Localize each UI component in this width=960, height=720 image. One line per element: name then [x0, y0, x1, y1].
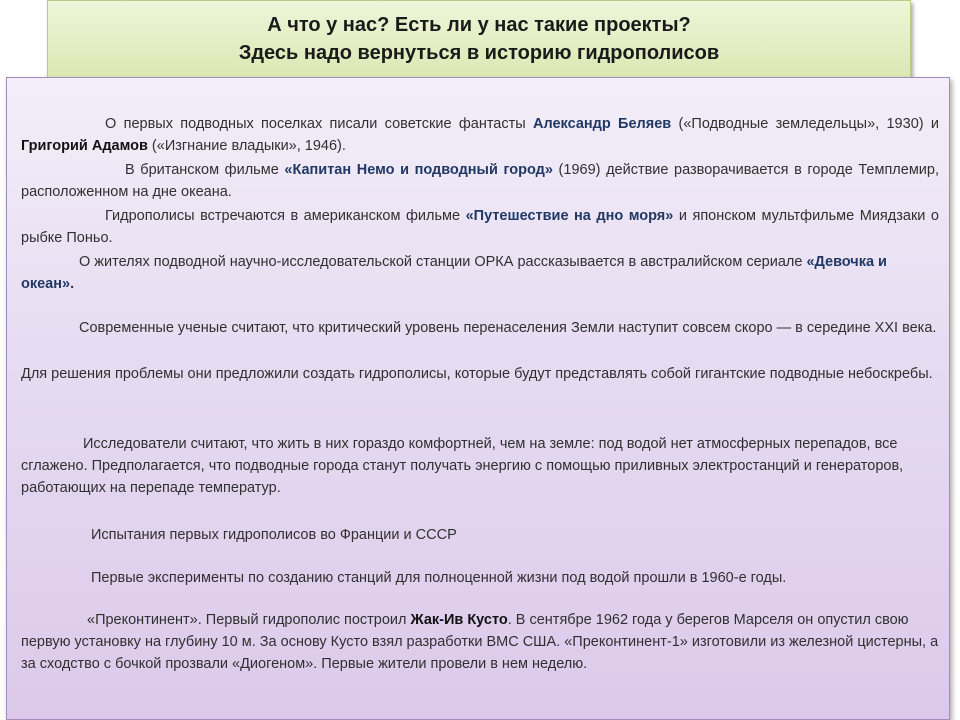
- title-line-2: Здесь надо вернуться в историю гидрополисов: [238, 42, 720, 64]
- text: Испытания первых гидрополисов во Франции и СССР: [91, 527, 457, 543]
- author-belyaev: Александр Беляев: [533, 116, 672, 132]
- text: («Подводные земледельцы», 1930) и: [671, 116, 939, 132]
- text: «Преконтинент». Первый гидрополис построил: [87, 612, 411, 628]
- text: Гидрополисы встречаются в американском фильме: [105, 208, 466, 224]
- paragraph-voyage: [21, 205, 939, 249]
- person-cousteau: Жак-Ив Кусто: [410, 612, 508, 628]
- title-line-1: А что у нас? Есть ли у нас такие проекты?: [267, 14, 691, 36]
- text: Для решения проблемы они предложили создать гидрополисы, которые будут представлять собой гигантские подводные небоскребы.: [21, 366, 933, 382]
- paragraph-captain-nemo: [21, 159, 939, 203]
- text: . В сентябре 1962 года у берегов Марселя он опустил свою первую установку на глубину 10 м. За основу Кусто взял разработки ВМС США. «Преконтинент-1» изготовили из железной цистерны, а за сходство с бочкой прозвали «Диогеном». Первые жители провели в нем неделю.: [21, 612, 939, 672]
- text: Современные ученые считают, что критический уровень перенаселения Земли наступит совсем скоро — в середине XXI века.: [79, 320, 937, 336]
- content-box: [6, 77, 950, 720]
- text: О первых подводных поселках писали советские фантасты: [105, 116, 533, 132]
- author-adamov: Григорий Адамов: [21, 138, 148, 154]
- paragraph-trials-heading: [21, 524, 939, 546]
- text: Исследователи считают, что жить в них гораздо комфортней, чем на земле: под водой нет атмосферных перепадов, все сглажено. Предполагается, что подводные города станут получать энергию с помощью приливных электростанций и генераторов, работающих на перепаде температур.: [21, 436, 904, 496]
- paragraph-orka: [21, 251, 939, 295]
- text: В британском фильме: [125, 162, 285, 178]
- text: (1969) действие разворачивается в городе Темплемир, расположенном на дне океана.: [21, 162, 939, 200]
- text: Первые эксперименты по созданию станций для полноценной жизни под водой прошли в 1960-е годы.: [91, 570, 787, 586]
- text: («Изгнание владыки», 1946).: [147, 138, 346, 154]
- paragraph-overpopulation: [21, 317, 939, 339]
- film-captain-nemo: «Капитан Немо и подводный город»: [284, 162, 553, 178]
- series-girl-and-ocean: «Девочка и океан».: [21, 254, 887, 292]
- film-voyage: «Путешествие на дно моря»: [465, 208, 674, 224]
- paragraph-solution: [21, 363, 939, 385]
- title-box: [47, 0, 911, 80]
- text: и японском мультфильме Миядзаки о рыбке Поньо.: [21, 208, 939, 246]
- paragraph-precontinent: [21, 609, 939, 675]
- paragraph-comfort: [21, 433, 939, 499]
- paragraph-belyaev-adamov: [21, 113, 939, 157]
- paragraph-first-experiments: [21, 567, 939, 589]
- text: О жителях подводной научно-исследовательской станции ОРКА рассказывается в австралийском сериале: [79, 254, 807, 270]
